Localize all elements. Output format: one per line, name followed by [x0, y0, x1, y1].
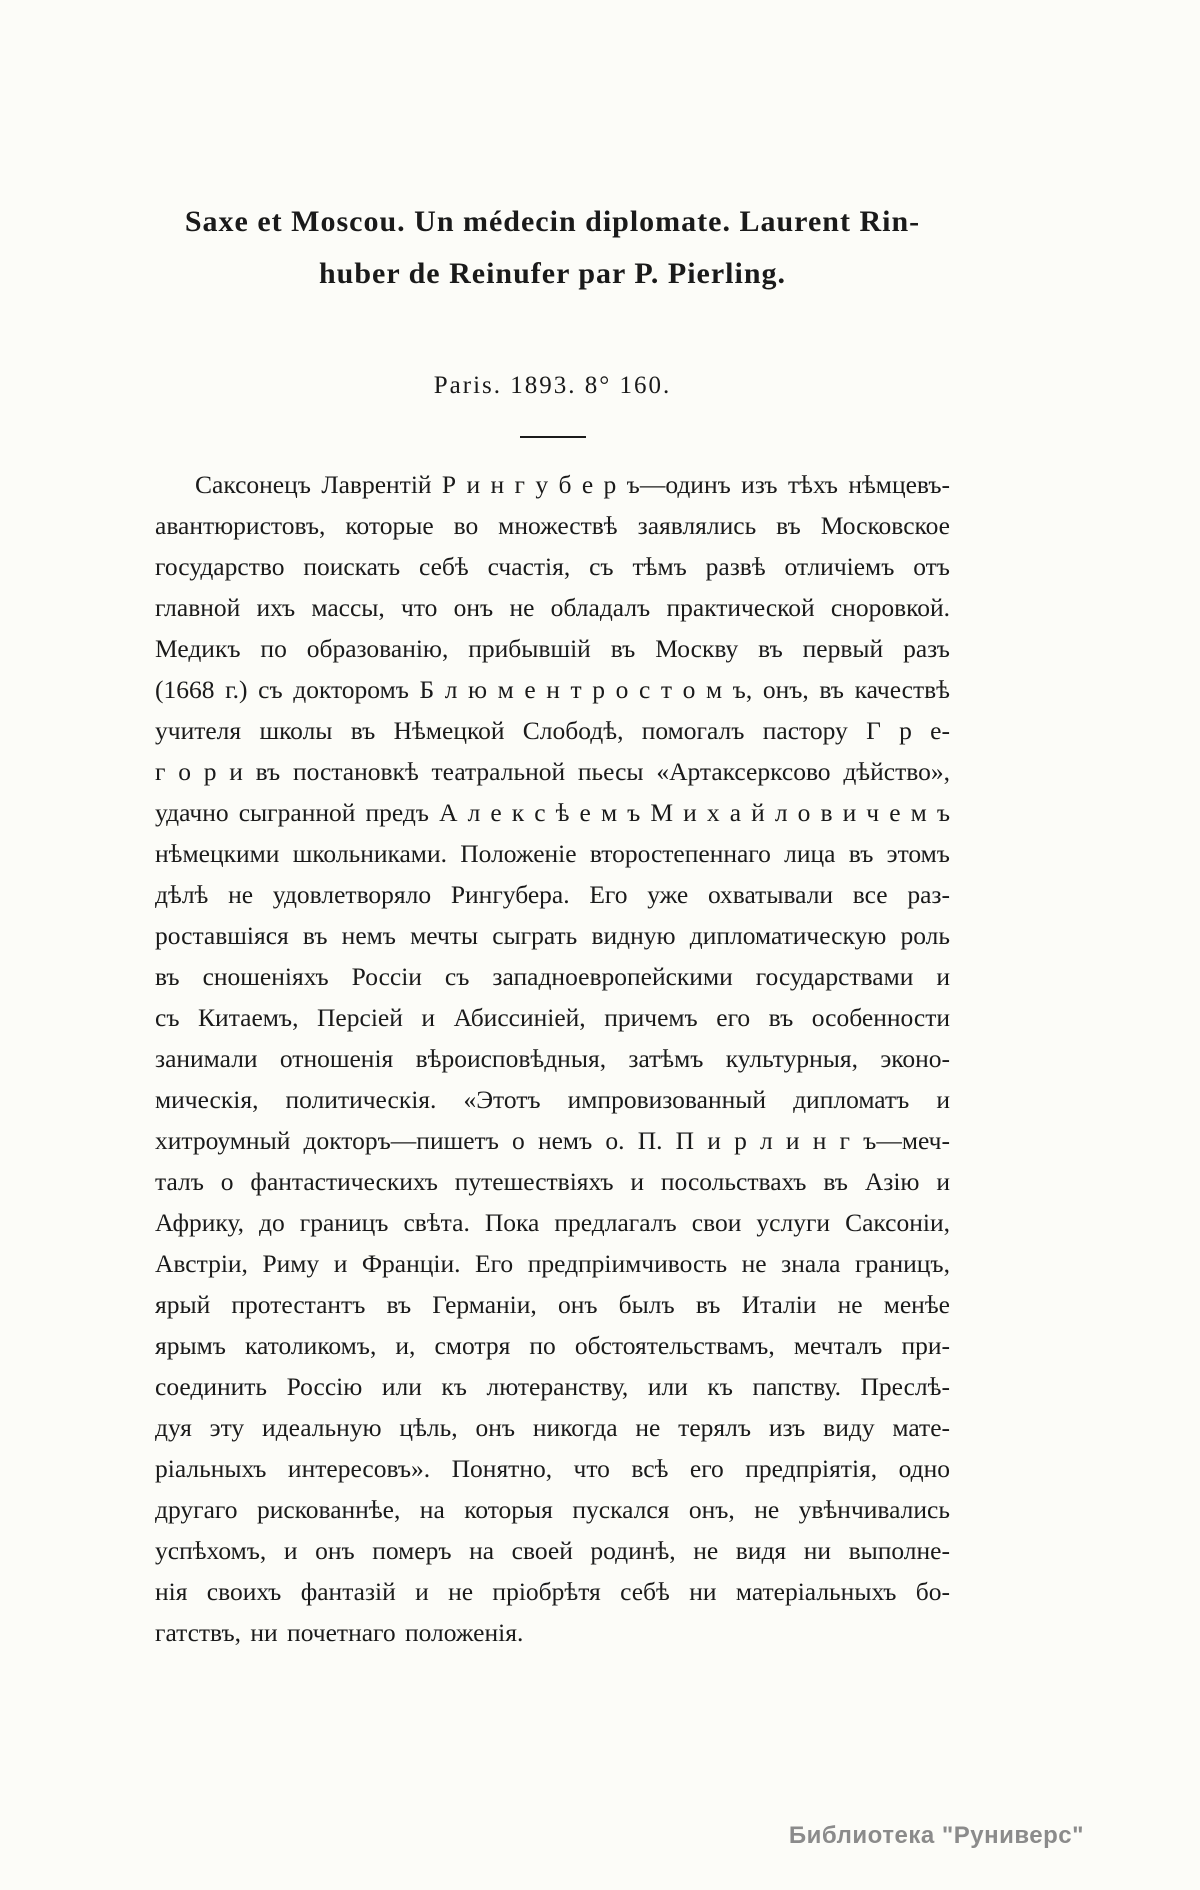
- text-line: роставшіяся въ немъ мечты сыграть видную дипломатическую роль: [155, 921, 950, 950]
- text-line: Африку, до границъ свѣта. Пока предлагалъ свои услуги Саксоніи,: [155, 1208, 950, 1237]
- page-title: [155, 0, 950, 300]
- text-line: дѣлѣ не удовлетворяло Рингубера. Его уже охватывали все раз-: [155, 880, 950, 909]
- text-line: нѣмецкими школьниками. Положеніе второстепеннаго лица въ этомъ: [155, 839, 950, 868]
- title-line-1: Saxe et Moscou. Un médecin diplomate. Laurent Rin-: [184, 205, 921, 238]
- text-line: хитроумный докторъ—пишетъ о немъ о. П. П и р л и н г ъ—меч-: [155, 1126, 950, 1155]
- text-line: Саксонецъ Лаврентій Р и н г у б е р ъ—одинъ изъ тѣхъ нѣмцевъ-: [195, 470, 950, 499]
- text-line: ярымъ католикомъ, и, смотря по обстоятельствамъ, мечталъ при-: [155, 1331, 950, 1360]
- text-line: ярый протестантъ въ Германіи, онъ былъ въ Италіи не менѣе: [155, 1290, 950, 1319]
- text-line: мическія, политическія. «Этотъ импровизованный дипломатъ и: [155, 1085, 950, 1114]
- text-line: главной ихъ массы, что онъ не обладалъ практической сноровкой.: [155, 593, 950, 622]
- text-line: удачно сыгранной предъ А л е к с ѣ е м ъ М и х а й л о в и ч е м ъ: [155, 798, 950, 827]
- title-line-2: huber de Reinufer par P. Pierling.: [318, 257, 787, 290]
- body-text: [155, 464, 950, 1653]
- section-divider-rule: [520, 436, 586, 438]
- text-line: (1668 г.) съ докторомъ Б л ю м е н т р о с т о м ъ, онъ, въ качествѣ: [155, 675, 950, 704]
- text-line: въ сношеніяхъ Россіи съ западноевропейскими государствами и: [155, 962, 950, 991]
- text-line: Австріи, Риму и Франціи. Его предпріимчивость не знала границъ,: [155, 1249, 950, 1278]
- text-line: нія своихъ фантазій и не пріобрѣтя себѣ ни матеріальныхъ бо-: [155, 1577, 950, 1606]
- text-line: дуя эту идеальную цѣль, онъ никогда не терялъ изъ виду мате-: [155, 1413, 950, 1442]
- text-line: талъ о фантастическихъ путешествіяхъ и посольствахъ въ Азію и: [155, 1167, 950, 1196]
- text-line: съ Китаемъ, Персіей и Абиссиніей, причемъ его въ особенности: [155, 1003, 950, 1032]
- text-line: другаго рискованнѣе, на которыя пускался онъ, не увѣнчивались: [155, 1495, 950, 1524]
- text-line: успѣхомъ, и онъ померъ на своей родинѣ, не видя ни выполне-: [155, 1536, 950, 1565]
- imprint-line: Paris. 1893. 8° 160.: [433, 372, 672, 399]
- text-line: авантюристовъ, которые во множествѣ заявлялись въ Московское: [155, 511, 950, 540]
- text-line: учителя школы въ Нѣмецкой Слободѣ, помогалъ пастору Г р е-: [155, 716, 950, 745]
- text-line: ріальныхъ интересовъ». Понятно, что всѣ его предпріятія, одно: [155, 1454, 950, 1483]
- text-line: Медикъ по образованію, прибывшій въ Москву въ первый разъ: [155, 634, 950, 663]
- text-line: соединить Россію или къ лютеранству, или къ папству. Преслѣ-: [155, 1372, 950, 1401]
- library-watermark: Библиотека "Руниверс": [788, 1822, 1084, 1849]
- text-line: государство поискать себѣ счастія, съ тѣмъ развѣ отличіемъ отъ: [155, 552, 950, 581]
- text-line: г о р и въ постановкѣ театральной пьесы «Артаксерксово дѣйство»,: [155, 757, 950, 786]
- text-column: [155, 0, 950, 1653]
- text-line: занимали отношенія вѣроисповѣдныя, затѣмъ культурныя, эконо-: [155, 1044, 950, 1073]
- text-line: гатствъ, ни почетнаго положенія.: [155, 1618, 524, 1647]
